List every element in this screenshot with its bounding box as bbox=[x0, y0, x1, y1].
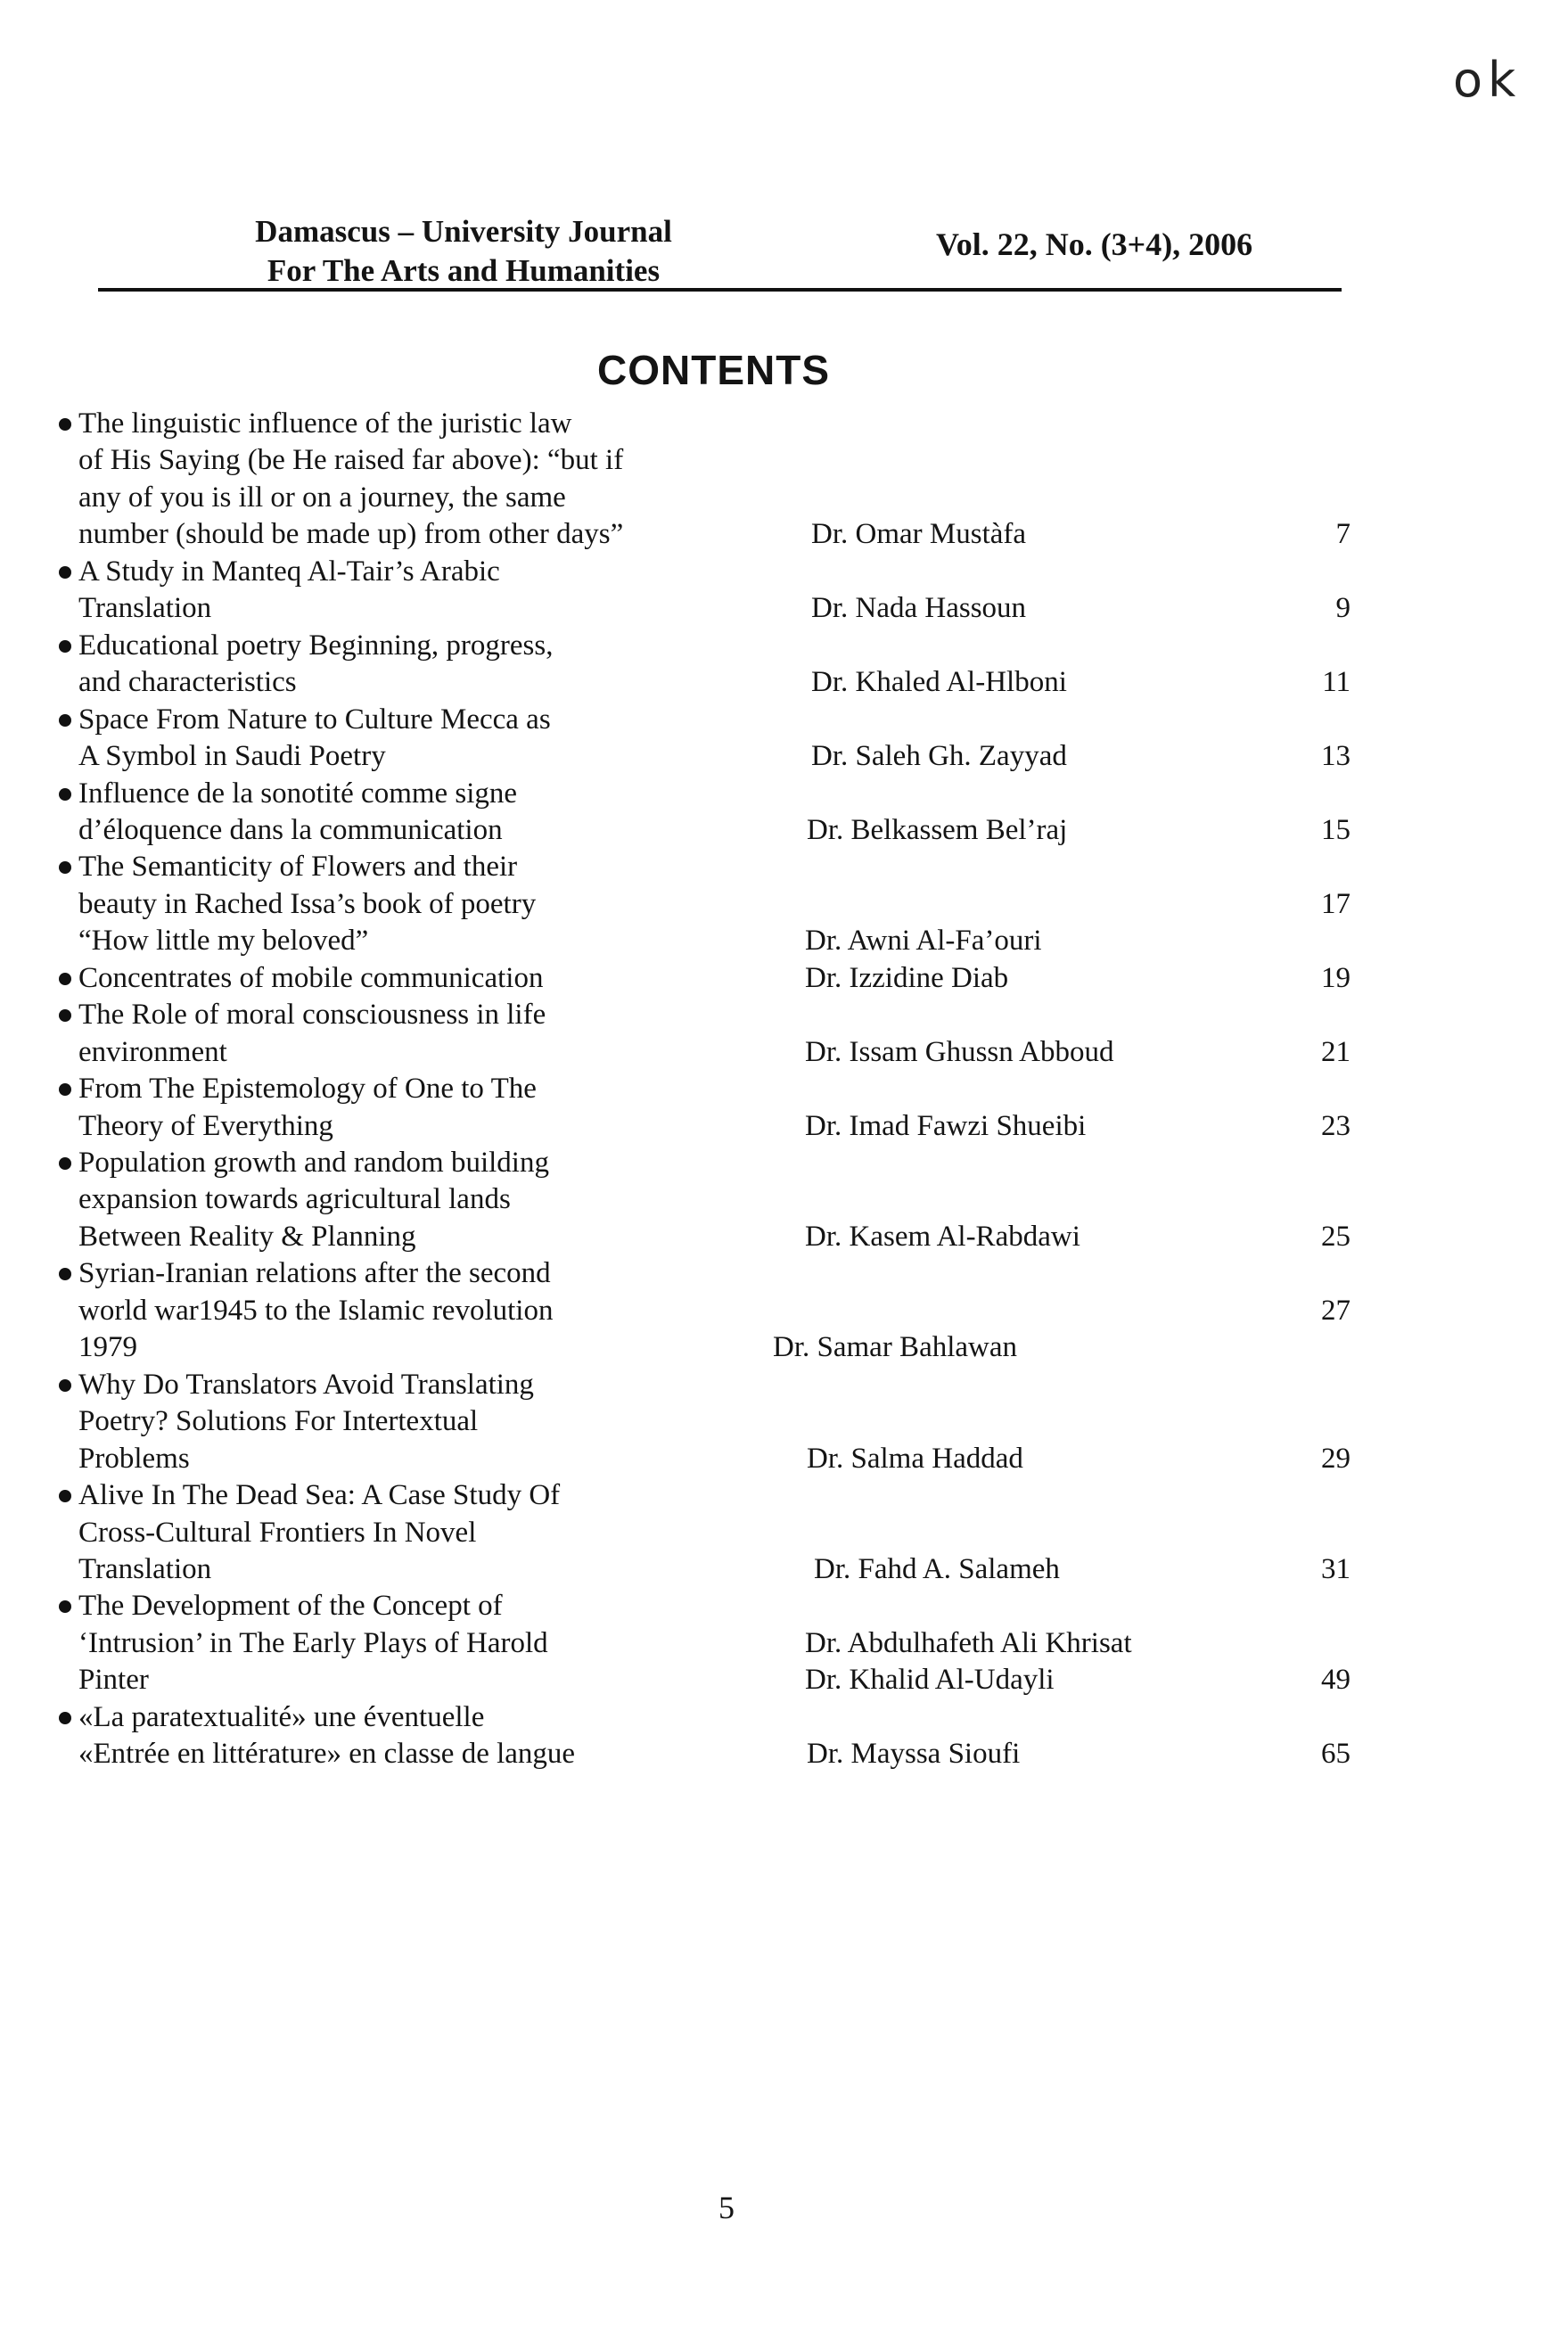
article-title-line[interactable]: world war1945 to the Islamic revolution bbox=[78, 1294, 554, 1327]
article-author: Dr. Issam Ghussn Abboud bbox=[805, 1035, 1114, 1068]
article-title-line[interactable]: any of you is ill or on a journey, the same bbox=[78, 481, 566, 514]
article-title-line[interactable]: A Study in Manteq Al-Tair’s Arabic bbox=[78, 555, 500, 588]
article-page-number[interactable]: 11 bbox=[1322, 666, 1350, 699]
article-title-line[interactable]: A Symbol in Saudi Poetry bbox=[78, 740, 386, 773]
article-title-line[interactable]: Alive In The Dead Sea: A Case Study Of bbox=[78, 1479, 561, 1512]
article-title-line[interactable]: Educational poetry Beginning, progress, bbox=[78, 629, 554, 662]
article-title-line[interactable]: Theory of Everything bbox=[78, 1109, 333, 1142]
bullet-icon bbox=[59, 640, 71, 653]
article-title-line[interactable]: Why Do Translators Avoid Translating bbox=[78, 1368, 534, 1401]
article-page-number[interactable]: 65 bbox=[1321, 1738, 1350, 1771]
article-author: Dr. Imad Fawzi Shueibi bbox=[805, 1109, 1087, 1142]
article-title-line[interactable]: Concentrates of mobile communication bbox=[78, 961, 544, 994]
article-title-line[interactable]: “How little my beloved” bbox=[78, 925, 369, 958]
article-author: Dr. Izzidine Diab bbox=[805, 961, 1009, 994]
article-title-line[interactable]: Pinter bbox=[78, 1664, 149, 1697]
article-title-line[interactable]: number (should be made up) from other days” bbox=[78, 518, 624, 551]
bullet-icon bbox=[59, 1083, 71, 1096]
handwritten-ok-mark: ok bbox=[1453, 52, 1522, 108]
bullet-icon bbox=[59, 1009, 71, 1022]
article-page-number[interactable]: 23 bbox=[1321, 1109, 1350, 1142]
article-author: Dr. Mayssa Sioufi bbox=[807, 1738, 1021, 1771]
article-page-number[interactable]: 13 bbox=[1321, 740, 1350, 773]
contents-title: CONTENTS bbox=[597, 347, 830, 393]
bullet-icon bbox=[59, 418, 71, 431]
article-title-line[interactable]: ‘Intrusion’ in The Early Plays of Harold bbox=[78, 1626, 548, 1659]
article-page-number[interactable]: 9 bbox=[1335, 592, 1350, 625]
article-title-line[interactable]: The linguistic influence of the juristic law bbox=[78, 407, 572, 440]
bullet-icon bbox=[59, 1600, 71, 1613]
article-title-line[interactable]: The Development of the Concept of bbox=[78, 1590, 503, 1623]
article-title-line[interactable]: Cross-Cultural Frontiers In Novel bbox=[78, 1516, 477, 1549]
article-title-line[interactable]: Translation bbox=[78, 592, 212, 625]
article-title-line[interactable]: environment bbox=[78, 1035, 227, 1068]
article-author: Dr. Salma Haddad bbox=[807, 1442, 1023, 1475]
article-title-line[interactable]: Translation bbox=[78, 1552, 212, 1585]
article-title-line[interactable]: Problems bbox=[78, 1442, 190, 1475]
article-author: Dr. Fahd A. Salameh bbox=[814, 1552, 1060, 1585]
article-author: Dr. Saleh Gh. Zayyad bbox=[811, 740, 1067, 773]
article-page-number[interactable]: 31 bbox=[1321, 1552, 1350, 1585]
article-title-line[interactable]: «Entrée en littérature» en classe de langue bbox=[78, 1738, 576, 1771]
article-title-line[interactable]: of His Saying (be He raised far above): “but if bbox=[78, 444, 624, 477]
bullet-icon bbox=[59, 788, 71, 801]
volume-issue: Vol. 22, No. (3+4), 2006 bbox=[936, 226, 1253, 262]
article-page-number[interactable]: 17 bbox=[1321, 887, 1350, 920]
article-title-line[interactable]: Space From Nature to Culture Mecca as bbox=[78, 703, 551, 736]
article-title-line[interactable]: From The Epistemology of One to The bbox=[78, 1073, 537, 1106]
article-page-number[interactable]: 49 bbox=[1321, 1664, 1350, 1697]
article-author: Dr. Samar Bahlawan bbox=[773, 1331, 1018, 1364]
article-title-line[interactable]: beauty in Rached Issa’s book of poetry bbox=[78, 887, 537, 920]
article-page-number[interactable]: 29 bbox=[1321, 1442, 1350, 1475]
article-title-line[interactable]: Between Reality & Planning bbox=[78, 1220, 416, 1253]
bullet-icon bbox=[59, 1490, 71, 1502]
article-page-number[interactable]: 25 bbox=[1321, 1220, 1350, 1253]
journal-name-line-2: For The Arts and Humanities bbox=[267, 253, 661, 288]
article-page-number[interactable]: 7 bbox=[1335, 518, 1350, 551]
article-title-line[interactable]: The Role of moral consciousness in life bbox=[78, 999, 546, 1032]
article-title-line[interactable]: The Semanticity of Flowers and their bbox=[78, 851, 518, 884]
bullet-icon bbox=[59, 1712, 71, 1724]
article-page-number[interactable]: 21 bbox=[1321, 1035, 1350, 1068]
article-title-line[interactable]: Poetry? Solutions For Intertextual bbox=[78, 1405, 479, 1438]
article-author: Dr. Abdulhafeth Ali Khrisat bbox=[805, 1626, 1132, 1659]
article-title-line[interactable]: and characteristics bbox=[78, 666, 297, 699]
bullet-icon bbox=[59, 1157, 71, 1170]
article-title-line[interactable]: expansion towards agricultural lands bbox=[78, 1183, 511, 1216]
article-author: Dr. Belkassem Bel’raj bbox=[807, 813, 1068, 846]
bullet-icon bbox=[59, 1268, 71, 1280]
bullet-icon bbox=[59, 566, 71, 579]
article-title-line[interactable]: 1979 bbox=[78, 1331, 137, 1364]
article-author: Dr. Nada Hassoun bbox=[811, 592, 1027, 625]
article-title-line[interactable]: Population growth and random building bbox=[78, 1147, 549, 1179]
bullet-icon bbox=[59, 973, 71, 985]
article-author: Dr. Khaled Al-Hlboni bbox=[811, 666, 1067, 699]
article-author: Dr. Kasem Al-Rabdawi bbox=[805, 1220, 1080, 1253]
journal-name-line-1: Damascus – University Journal bbox=[255, 214, 672, 249]
bullet-icon bbox=[59, 714, 71, 727]
article-title-line[interactable]: «La paratextualité» une éventuelle bbox=[78, 1700, 485, 1733]
article-author: Dr. Awni Al-Fa’ouri bbox=[805, 925, 1042, 958]
article-page-number[interactable]: 15 bbox=[1321, 813, 1350, 846]
article-author: Dr. Khalid Al-Udayli bbox=[805, 1664, 1055, 1697]
article-title-line[interactable]: Influence de la sonotité comme signe bbox=[78, 777, 518, 810]
bullet-icon bbox=[59, 861, 71, 874]
bullet-icon bbox=[59, 1379, 71, 1392]
article-title-line[interactable]: d’éloquence dans la communication bbox=[78, 813, 503, 846]
article-author: Dr. Omar Mustàfa bbox=[811, 518, 1027, 551]
article-page-number[interactable]: 19 bbox=[1321, 961, 1350, 994]
page-number: 5 bbox=[718, 2190, 735, 2225]
article-page-number[interactable]: 27 bbox=[1321, 1294, 1350, 1327]
article-title-line[interactable]: Syrian-Iranian relations after the second bbox=[78, 1257, 551, 1290]
